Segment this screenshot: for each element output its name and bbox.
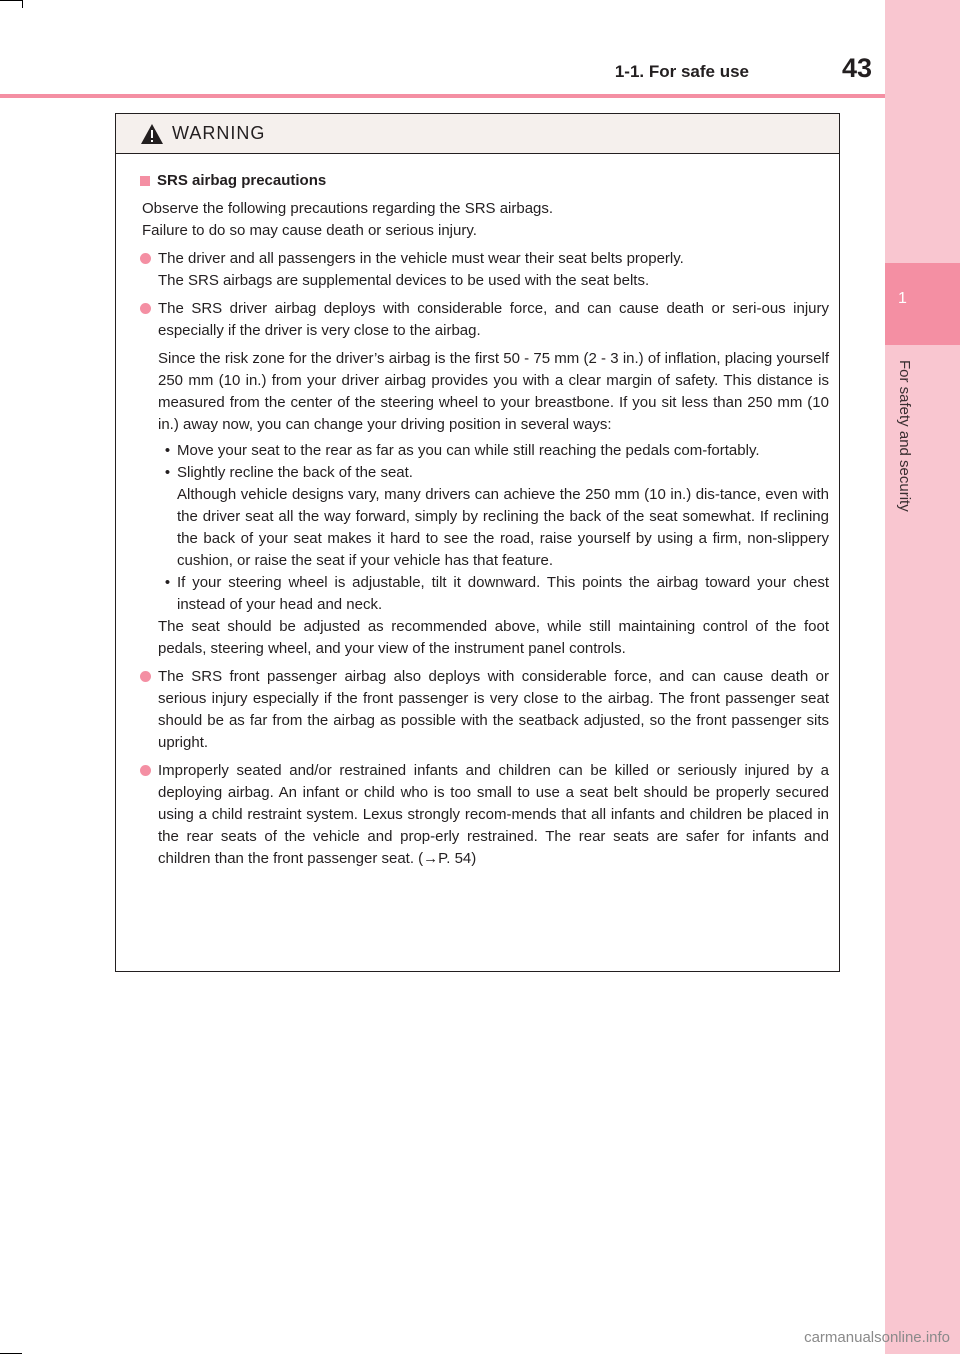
list-item <box>140 760 829 870</box>
chapter-number: 1 <box>898 290 907 307</box>
sub-list-text: Move your seat to the rear as far as you can while still reaching the pedals com-fortably. <box>177 442 760 459</box>
crop-mark <box>22 0 23 8</box>
closing-text: The seat should be adjusted as recommended above, while still maintaining control of the foot pedals, steering wheel, and your view of the instrument panel controls. <box>158 618 829 657</box>
sub-list-item <box>158 572 829 616</box>
intro-text <box>140 198 829 242</box>
warning-body <box>116 154 839 870</box>
sub-bullet-mark: • <box>164 574 171 591</box>
crop-mark <box>0 0 22 1</box>
square-bullet-icon <box>140 176 150 186</box>
list-item <box>140 248 829 292</box>
sub-list-text: If your steering wheel is adjustable, tilt it downward. This points the airbag toward your chest instead of your head and neck. <box>177 574 829 613</box>
list-item-text: The SRS front passenger airbag also deploys with considerable force, and can cause death or serious injury especially if the front passenger is very close to the airbag. The front passenger seat should be as far from the airbag as possible with the seatback adjusted, so the front passenger sits upright. <box>158 668 829 751</box>
watermark: carmanualsonline.info <box>804 1329 950 1346</box>
warning-triangle-icon <box>140 123 164 145</box>
paragraph: Since the risk zone for the driver’s airbag is the first 50 - 75 mm (2 - 3 in.) of inflation, placing yourself 250 mm (10 in.) from your driver airbag provides you with a clear margin of safety. This distance is measured from the center of the steering wheel to your breastbone. If you sit less than 250 mm (10 in.) away now, you can change your driving position in several ways: <box>158 350 829 433</box>
subheading-text: SRS airbag precautions <box>157 172 327 189</box>
subheading <box>140 170 829 192</box>
warning-box <box>115 113 840 972</box>
sub-list-item <box>158 440 829 462</box>
sub-list <box>158 440 829 616</box>
list-item-text <box>158 248 829 292</box>
round-bullet-icon <box>140 765 151 776</box>
list-item <box>140 298 829 660</box>
sub-list-item <box>158 462 829 572</box>
reference-close: ) <box>471 850 477 867</box>
intro-line: Observe the following precautions regarding the SRS airbags. <box>142 200 554 217</box>
round-bullet-icon <box>140 253 151 264</box>
page-number: 43 <box>841 53 872 83</box>
list-item <box>140 666 829 754</box>
header-rule <box>0 94 885 98</box>
sub-list-line: Slightly recline the back of the seat. <box>177 464 413 481</box>
list-item-line: The SRS airbags are supplemental devices to be used with the seat belts. <box>158 272 650 289</box>
sub-bullet-mark: • <box>164 442 171 459</box>
sub-bullet-mark: • <box>164 464 171 481</box>
paragraph: The SRS driver airbag deploys with considerable force, and can cause death or seri-ous injury especially if the driver is very close to the airbag. <box>158 300 829 339</box>
list-item-text <box>158 298 829 660</box>
page-reference-link[interactable]: →P. 54 <box>423 850 472 867</box>
chapter-strip <box>885 0 960 1354</box>
warning-title: WARNING <box>172 123 266 143</box>
sub-list-line: Although vehicle designs vary, many drivers can achieve the 250 mm (10 in.) dis-tance, even with the driver seat all the way forward, simply by reclining the back of the seat somewhat. If reclining the back of your seat makes it hard to see the road, raise yourself by using a firm, non-slippery cushion, or raise the seat if your vehicle has that feature. <box>177 486 829 569</box>
sub-list-text <box>177 462 829 572</box>
chapter-label: For safety and security <box>896 360 913 512</box>
list-item-line: Improperly seated and/or restrained infants and children can be killed or seriously injured by a deploying airbag. An infant or child who is too small to use a seat belt should be properly secured using a child restraint system. Lexus strongly recom-mends that all infants and children be placed in the rear seats of the vehicle and prop-erly restrained. The rear seats are safer for infants and children than the front passenger seat. ( <box>158 762 829 867</box>
list-item-text <box>158 760 829 870</box>
warning-header <box>116 114 839 154</box>
round-bullet-icon <box>140 671 151 682</box>
round-bullet-icon <box>140 303 151 314</box>
intro-line: Failure to do so may cause death or serious injury. <box>142 222 477 239</box>
list-item-line: The driver and all passengers in the vehicle must wear their seat belts properly. <box>158 250 684 267</box>
section-title: 1-1. For safe use <box>614 62 749 81</box>
